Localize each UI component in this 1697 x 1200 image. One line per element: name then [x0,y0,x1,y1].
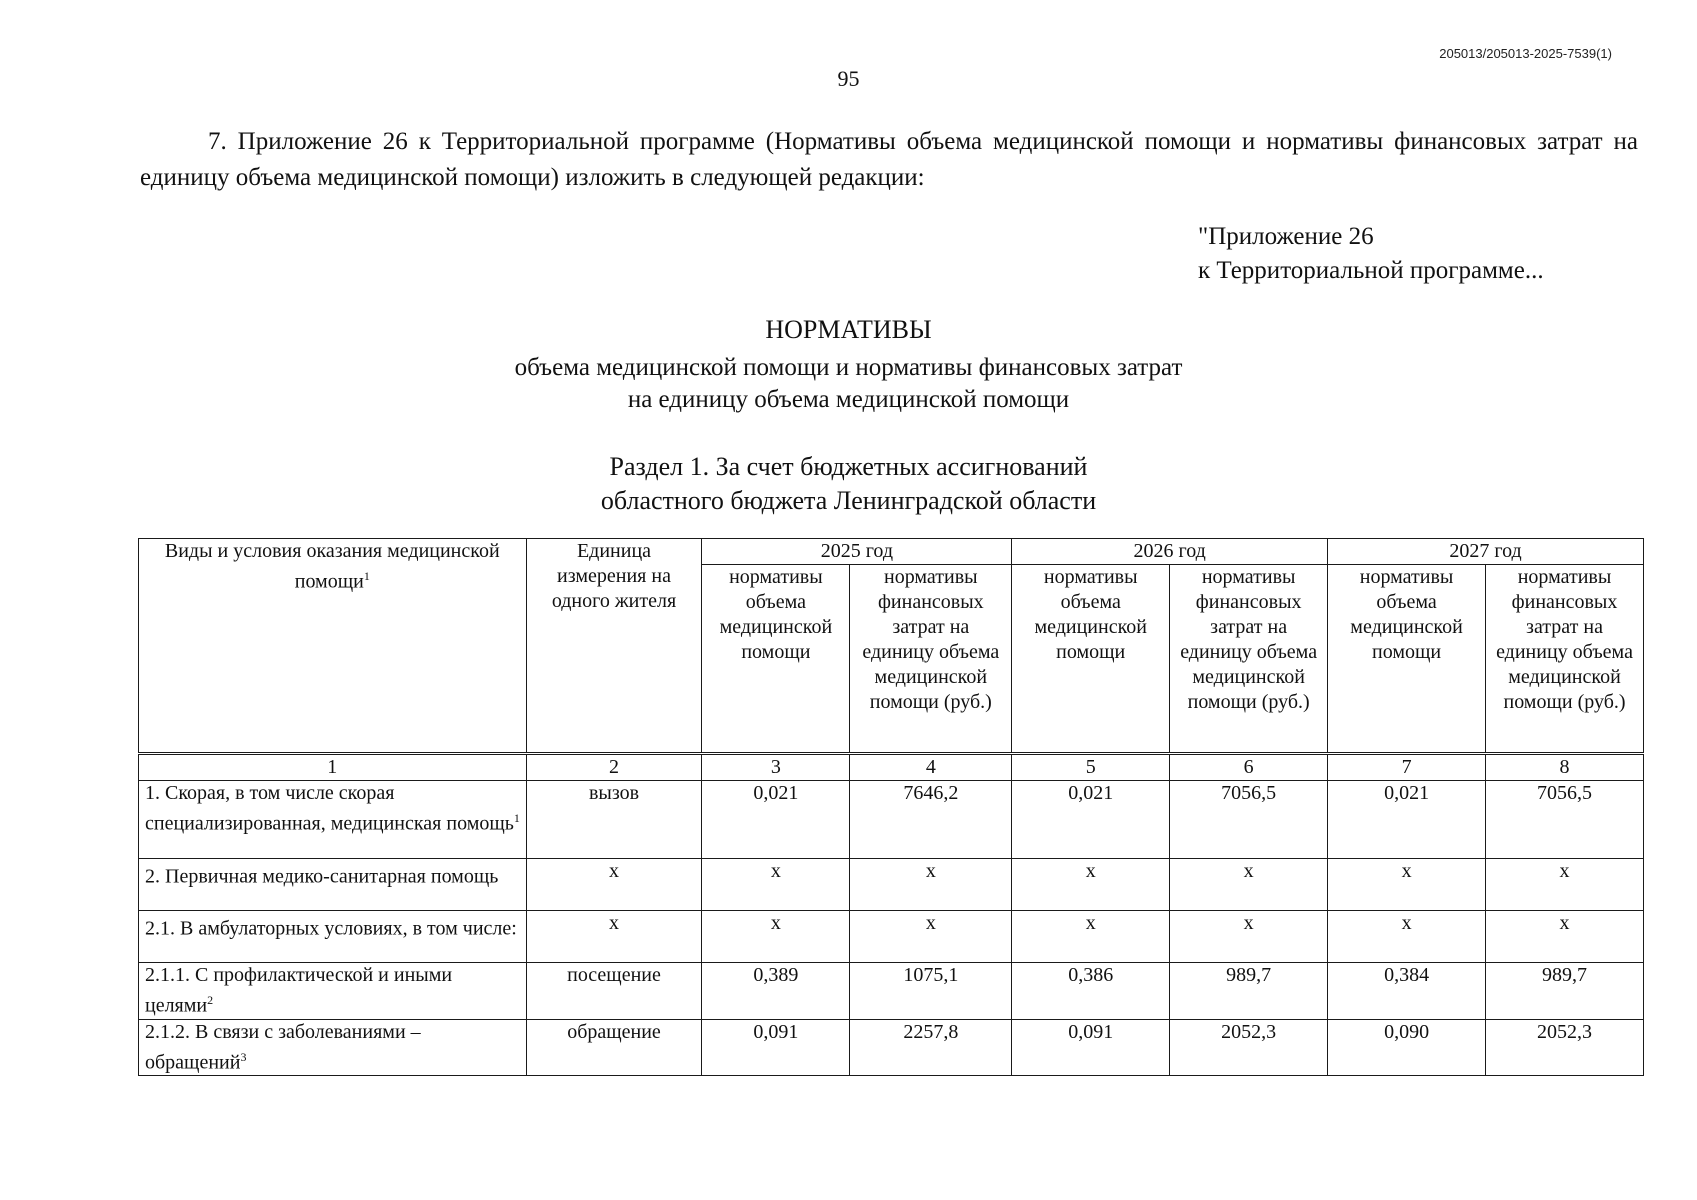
document-id: 205013/205013-2025-7539(1) [1439,46,1612,61]
appendix-reference [1198,220,1544,288]
row-unit: х [526,859,702,911]
intro-paragraph: 7. Приложение 26 к Территориальной программе (Нормативы объема медицинской помощи и нормативы финансовых затрат на единицу объема медицинской помощи) изложить в следующей редакции: [140,128,1638,191]
col-number: 8 [1486,754,1644,781]
vol-2027: 0,384 [1328,963,1486,1020]
subtitle-line-1: объема медицинской помощи и нормативы финансовых затрат [514,354,1183,381]
table-row [139,781,1644,859]
vol-2025: 0,021 [702,781,850,859]
row-label: 2.1.2. В связи с заболеваниями – обращений$^3$ [139,1019,527,1076]
document-subtitle [0,352,1697,416]
header-vol-2027: нормативы объема медицинской помощи [1328,565,1486,754]
header-vol-2026: нормативы объема медицинской помощи [1012,565,1170,754]
vol-2026: 0,091 [1012,1019,1170,1076]
fin-2027: х [1486,911,1644,963]
row-label: 2.1. В амбулаторных условиях, в том числе: [139,911,527,963]
row-label: 2.1.1. С профилактической и иными целями$^2$ [139,963,527,1020]
vol-2025: 0,389 [702,963,850,1020]
vol-2025: х [702,859,850,911]
col-number: 4 [850,754,1012,781]
vol-2026: х [1012,911,1170,963]
col-number: 1 [139,754,527,781]
fin-2027: х [1486,859,1644,911]
header-care-types: Виды и условия оказания медицинской помощи$^1$ [139,539,527,754]
row-unit: посещение [526,963,702,1020]
fin-2025: х [850,911,1012,963]
col-number: 2 [526,754,702,781]
row-unit: х [526,911,702,963]
header-unit: Единица измерения на одного жителя [526,539,702,754]
row-unit: обращение [526,1019,702,1076]
row-unit: вызов [526,781,702,859]
fin-2025: х [850,859,1012,911]
vol-2026: 0,021 [1012,781,1170,859]
header-year-2025: 2025 год [702,539,1012,565]
section-line-2: областного бюджета Ленинградской области [600,486,1097,515]
fin-2026: 989,7 [1170,963,1328,1020]
fin-2026: 2052,3 [1170,1019,1328,1076]
fin-2027: 7056,5 [1486,781,1644,859]
table-row [139,911,1644,963]
appendix-line-1: "Приложение 26 [1198,223,1374,250]
section-heading [0,450,1697,518]
vol-2026: х [1012,859,1170,911]
vol-2027: 0,021 [1328,781,1486,859]
fin-2025: 2257,8 [850,1019,1012,1076]
vol-2027: 0,090 [1328,1019,1486,1076]
col-number: 7 [1328,754,1486,781]
column-numbers-row [139,754,1644,781]
header-year-2027: 2027 год [1328,539,1644,565]
section-line-1: Раздел 1. За счет бюджетных ассигнований [609,452,1088,481]
subtitle-line-2: на единицу объема медицинской помощи [627,386,1070,413]
table-row [139,859,1644,911]
col-number: 6 [1170,754,1328,781]
fin-2026: х [1170,859,1328,911]
table-row [139,963,1644,1020]
vol-2027: х [1328,911,1486,963]
header-fin-2025: нормативы финансовых затрат на единицу объема медицинской помощи (руб.) [850,565,1012,754]
appendix-line-2: к Территориальной программе... [1198,257,1544,284]
header-vol-2025: нормативы объема медицинской помощи [702,565,850,754]
fin-2025: 7646,2 [850,781,1012,859]
header-fin-2026: нормативы финансовых затрат на единицу объема медицинской помощи (руб.) [1170,565,1328,754]
fin-2027: 989,7 [1486,963,1644,1020]
row-label: 1. Скорая, в том числе скорая специализированная, медицинская помощь$^1$ [139,781,527,859]
fin-2026: 7056,5 [1170,781,1328,859]
norms-table [138,538,1644,1076]
vol-2025: 0,091 [702,1019,850,1076]
vol-2025: х [702,911,850,963]
document-title: НОРМАТИВЫ [765,315,932,344]
header-row-years [139,539,1644,565]
fin-2026: х [1170,911,1328,963]
col-number: 3 [702,754,850,781]
vol-2026: 0,386 [1012,963,1170,1020]
header-year-2026: 2026 год [1012,539,1328,565]
fin-2027: 2052,3 [1486,1019,1644,1076]
row-label: 2. Первичная медико-санитарная помощь [139,859,527,911]
table-row [139,1019,1644,1076]
col-number: 5 [1012,754,1170,781]
vol-2027: х [1328,859,1486,911]
page-number: 95 [837,66,860,91]
header-fin-2027: нормативы финансовых затрат на единицу объема медицинской помощи (руб.) [1486,565,1644,754]
fin-2025: 1075,1 [850,963,1012,1020]
